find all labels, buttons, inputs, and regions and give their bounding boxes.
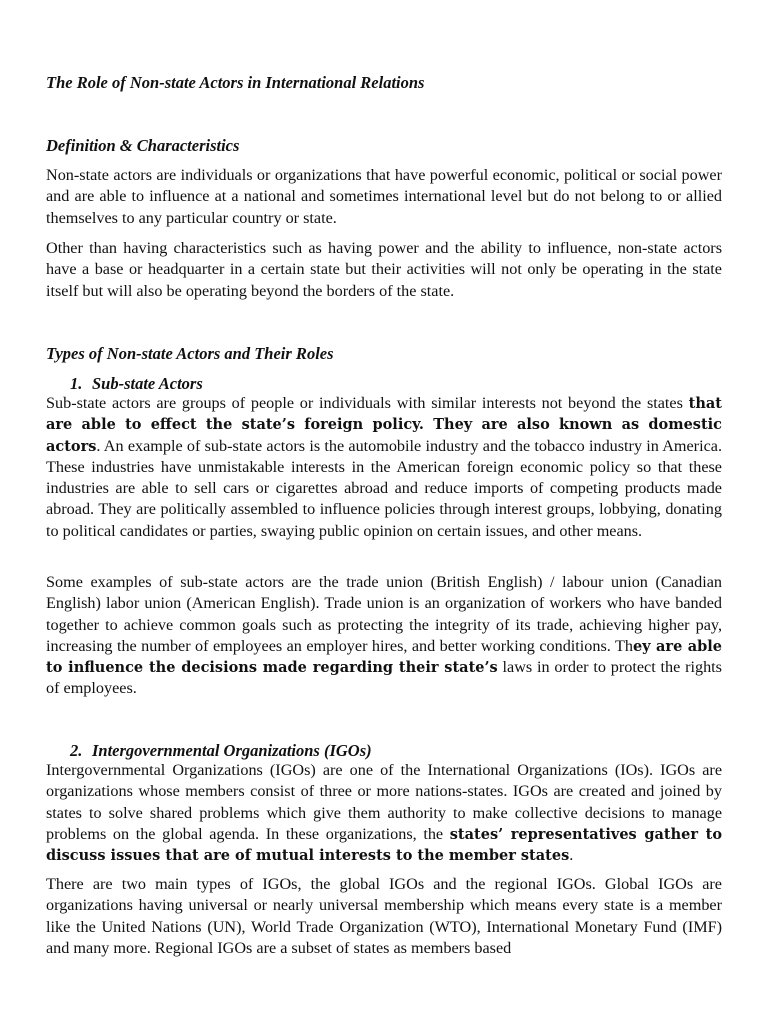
list-number: 1. xyxy=(70,374,83,393)
sub-state-paragraph-2 xyxy=(46,572,722,700)
text-run: . An example of sub-state actors is the automobile industry and the tobacco industry in America. These industries have unmistakable interests in the American foreign economic policy so that these industries are able to sell cars or cigarettes abroad and reduce imports of competing products made abroad. They are politically assembled to influence policies through interest groups, lobbying, donating to political candidates or parties, swaying public opinion on certain issues, and other means. xyxy=(46,436,722,540)
sub-state-actors-heading xyxy=(70,374,203,394)
definition-heading: Definition & Characteristics xyxy=(46,136,240,155)
definition-paragraph-1: Non-state actors are individuals or organizations that have powerful economic, political or social power and are able to influence at a national and sometimes international level but do not belong to or allied themselves to any particular country or state. xyxy=(46,166,722,227)
definition-paragraph-2: Other than having characteristics such as having power and the ability to influence, non-state actors have a base or headquarter in a certain state but their activities will not only be operating in the state itself but will also be operating beyond the borders of the state. xyxy=(46,239,722,300)
text-run: Intergovernmental Organizations (IGOs) are one of the International Organizations (IOs). IGOs are organizations whose members consist of three or more nations-states. IGOs are created and joined by states to solve shared problems which give them authority to make collective decisions to manage problems on the global agenda. In these organizations, the xyxy=(46,761,722,843)
igo-heading xyxy=(70,741,372,761)
emphasis-text: that are able to effect the state’s foreign policy. They are also known as domestic actors xyxy=(46,395,722,455)
list-heading-label: Sub-state Actors xyxy=(92,374,203,393)
text-run: Sub-state actors are groups of people or individuals with similar interests not beyond the states xyxy=(46,394,689,412)
types-heading: Types of Non-state Actors and Their Roles xyxy=(46,344,334,363)
text-run: . xyxy=(569,846,574,865)
list-heading-label: Intergovernmental Organizations (IGOs) xyxy=(92,741,372,760)
list-number: 2. xyxy=(70,741,83,760)
document-title: The Role of Non-state Actors in International Relations xyxy=(46,73,425,92)
text-run: laws in order to protect the rights of employees. xyxy=(46,658,722,698)
igo-paragraph-2: There are two main types of IGOs, the global IGOs and the regional IGOs. Global IGOs are organizations having universal or nearly universal membership which means every state is a member like the United Nations (UN), World Trade Organization (WTO), International Monetary Fund (IMF) and many more. Regional IGOs are a subset of states as members based xyxy=(46,875,722,957)
text-run: Some examples of sub-state actors are the trade union (British English) / labour union (Canadian English) labor union (American English). Trade union is an organization of workers who have banded together to achieve common goals such as protecting the integrity of its trade, achieving higher pay, increasing the number of employees an employer hires, and better working conditions. Th xyxy=(46,573,722,655)
sub-state-paragraph-1 xyxy=(46,393,722,542)
igo-paragraph-1 xyxy=(46,760,722,866)
emphasis-text: ey are able to influence the decisions made regarding their state’s xyxy=(46,637,723,677)
emphasis-text: states’ representatives gather to discuss issues that are of mutual interests to the member states xyxy=(46,825,722,865)
